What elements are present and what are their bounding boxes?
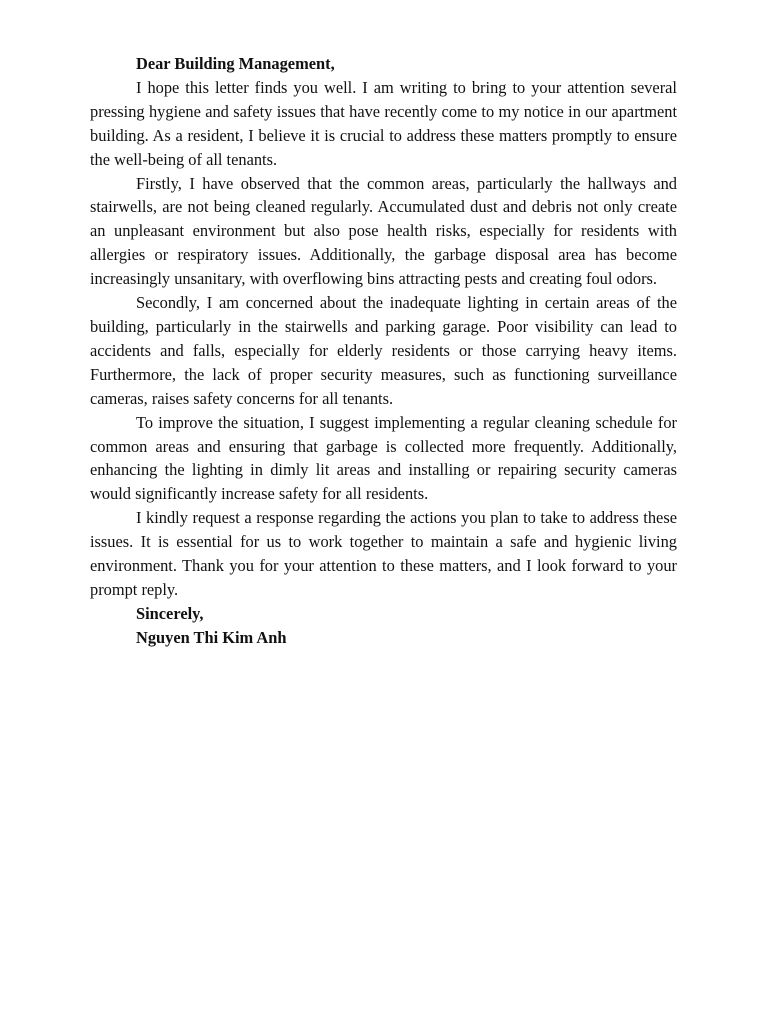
letter-paragraph-lighting-security: Secondly, I am concerned about the inadequate lighting in certain areas of the building, particularly in the stairwells and parking garage. Poor visibility can lead to accidents and falls, especially for elderly residents or those carrying heavy items. Furthermore, the lack of proper security measures, such as functioning surveillance cameras, raises safety concerns for all tenants. (90, 293, 677, 408)
letter-paragraph-intro: I hope this letter finds you well. I am writing to bring to your attention several pressing hygiene and safety issues that have recently come to my notice in our apartment building. As a resident, I believe it is crucial to address these matters promptly to ensure the well-being of all tenants. (90, 77, 677, 169)
letter-paragraph-suggestions: To improve the situation, I suggest implementing a regular cleaning schedule for common areas and ensuring that garbage is collected more frequently. Additionally, enhancing the lighting in dimly lit areas and installing or repairing security cameras would significantly increase safety for all residents. (90, 412, 677, 504)
letter-paragraph-request: I kindly request a response regarding the actions you plan to take to address these issues. It is essential for us to work together to maintain a safe and hygienic living environment. Thank you for your attention to these matters, and I look forward to your prompt reply. (90, 508, 677, 599)
letter-paragraph-cleaning-issues: Firstly, I have observed that the common areas, particularly the hallways and stairwells, are not being cleaned regularly. Accumulated dust and debris not only create an unpleasant environment but also pose health risks, especially for residents with allergies or respiratory issues. Additionally, the garbage disposal area has become increasingly unsanitary, with overflowing bins attracting pests and creating foul odors. (90, 173, 677, 289)
letter-salutation: Dear Building Management, (136, 54, 335, 73)
letter-signature: Nguyen Thi Kim Anh (136, 627, 287, 647)
letter-closing: Sincerely, (136, 603, 204, 623)
letter-document (90, 52, 677, 650)
